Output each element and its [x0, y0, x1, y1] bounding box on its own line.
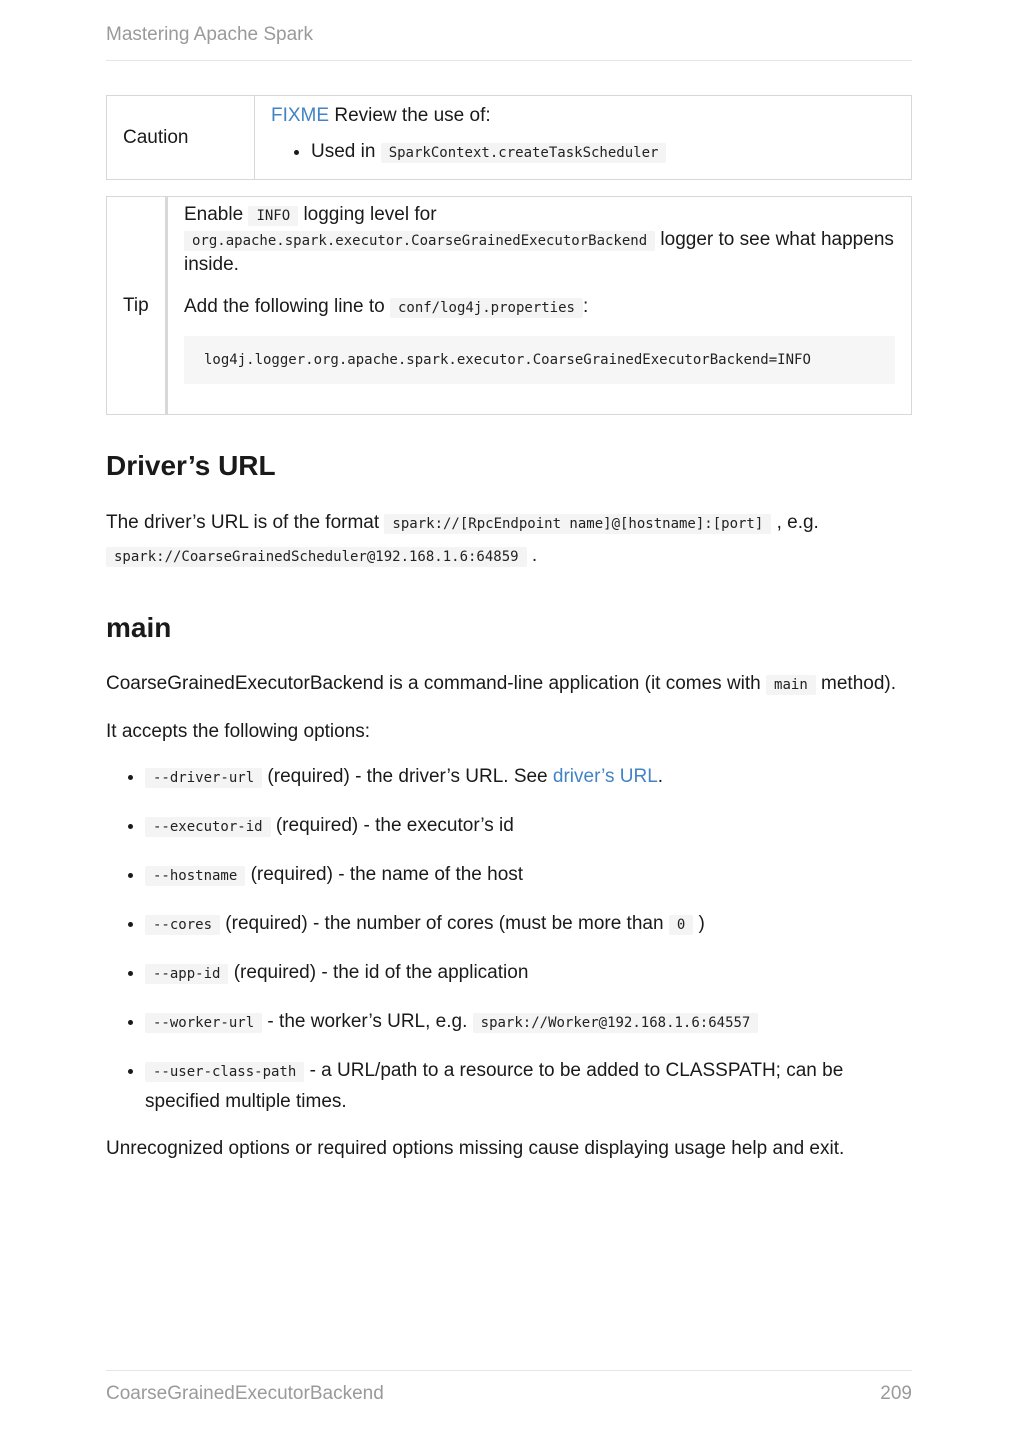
page-header: [106, 24, 912, 61]
inline-code: conf/log4j.properties: [390, 298, 583, 318]
tip-paragraph: [184, 293, 895, 322]
paragraph: [106, 507, 912, 573]
list-item: [145, 1007, 912, 1038]
text: (required) - the name of the host: [245, 864, 524, 885]
tip-paragraph: [184, 203, 895, 277]
list-item: [145, 762, 912, 793]
text: , e.g.: [771, 512, 819, 533]
tip-text: logger to see what happens inside.: [184, 229, 894, 275]
inline-code: --cores: [145, 915, 220, 935]
section-heading-drivers-url: Driver’s URL: [106, 450, 276, 481]
inline-code: --executor-id: [145, 817, 271, 837]
text: ): [693, 913, 705, 934]
paragraph: It accepts the following options:: [106, 721, 371, 742]
code-block: log4j.logger.org.apache.spark.executor.CoarseGrainedExecutorBackend=INFO: [184, 336, 895, 384]
text: - a URL/path to a resource to be added to CLASSPATH; can be specified multiple times.: [145, 1060, 844, 1112]
text: - the worker’s URL, e.g.: [262, 1011, 473, 1032]
drivers-url-link[interactable]: driver’s URL: [552, 766, 658, 787]
inline-code: org.apache.spark.executor.CoarseGrainedExecutorBackend: [184, 231, 655, 251]
inline-code: spark://CoarseGrainedScheduler@192.168.1.6:64859: [106, 547, 527, 567]
inline-code: INFO: [248, 206, 298, 226]
page-footer: [106, 1370, 912, 1405]
tip-label: Tip: [107, 197, 167, 415]
section-heading-main: main: [106, 612, 172, 643]
list-item: [145, 1056, 912, 1117]
inline-code: --worker-url: [145, 1013, 262, 1033]
tip-text: :: [582, 296, 589, 317]
list-item: [145, 909, 912, 940]
text: The driver’s URL is of the format: [106, 512, 385, 533]
chapter-title: CoarseGrainedExecutorBackend: [106, 1383, 384, 1404]
book-title: Mastering Apache Spark: [106, 24, 314, 45]
tip-text: Enable: [184, 204, 249, 225]
inline-code: --user-class-path: [145, 1062, 304, 1082]
inline-code: --hostname: [145, 866, 245, 886]
inline-code: main: [766, 675, 816, 695]
caution-admonition: [106, 95, 912, 180]
caution-item-text: Used in: [311, 141, 381, 162]
text: (required) - the id of the application: [228, 962, 529, 983]
tip-text: logging level for: [298, 204, 437, 225]
list-item: [145, 860, 912, 891]
text: CoarseGrainedExecutorBackend is a command-line application (it comes with: [106, 673, 767, 694]
caution-text: Review the use of:: [329, 105, 491, 126]
caution-label: Caution: [107, 96, 255, 180]
inline-code: --driver-url: [145, 768, 262, 788]
page-number: 209: [880, 1383, 912, 1404]
text: (required) - the executor’s id: [270, 815, 514, 836]
list-item: [145, 811, 912, 842]
caution-body: [255, 96, 912, 180]
page-content: [106, 95, 912, 1163]
inline-code: spark://[RpcEndpoint name]@[hostname]:[port]: [384, 514, 771, 534]
paragraph: [106, 669, 912, 700]
text: .: [526, 545, 538, 566]
inline-code: SparkContext.createTaskScheduler: [381, 143, 667, 163]
inline-code: --app-id: [145, 964, 228, 984]
text: (required) - the number of cores (must be more than: [220, 913, 669, 934]
fixme-link[interactable]: FIXME: [271, 105, 330, 126]
tip-admonition: [106, 196, 912, 415]
tip-body: [167, 197, 912, 415]
text: .: [657, 766, 664, 787]
list-item: [311, 138, 895, 167]
list-item: [145, 958, 912, 989]
caution-list: [271, 138, 895, 167]
tip-text: Add the following line to: [184, 296, 390, 317]
paragraph: Unrecognized options or required options missing cause displaying usage help and exit.: [106, 1138, 845, 1159]
options-list: [106, 762, 912, 1117]
text: (required) - the driver’s URL. See: [262, 766, 553, 787]
inline-code: 0: [669, 915, 693, 935]
inline-code: spark://Worker@192.168.1.6:64557: [473, 1013, 759, 1033]
text: method).: [815, 673, 897, 694]
